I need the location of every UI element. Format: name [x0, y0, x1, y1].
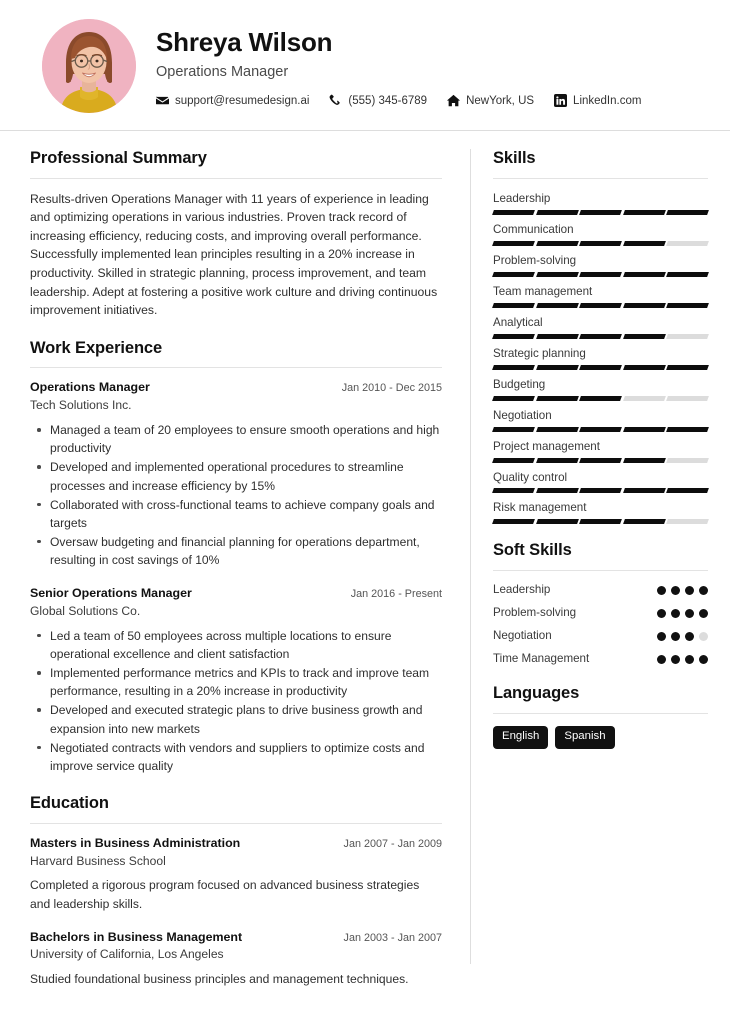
contact-email[interactable]: [156, 94, 309, 107]
list-item: Negotiated contracts with vendors and suppliers to optimize costs and improve service quality: [30, 739, 442, 775]
language-tag: Spanish: [555, 726, 614, 749]
list-item: Managed a team of 20 employees to ensure smooth operations and high productivity: [30, 421, 442, 457]
rating-dot: [657, 586, 666, 595]
skill-name: Project management: [493, 439, 600, 453]
soft-skill-item: [493, 605, 708, 622]
skill-level-bar: [493, 458, 708, 463]
list-item: Collaborated with cross-functional teams to achieve company goals and targets: [30, 496, 442, 532]
skill-name: Risk management: [493, 501, 587, 515]
section-divider: [30, 178, 442, 179]
skill-segment: [536, 519, 578, 524]
skill-segment: [623, 396, 665, 401]
skill-segment: [492, 272, 534, 277]
rating-dot: [671, 632, 680, 641]
experience-dates: Jan 2016 - Present: [350, 588, 442, 601]
skill-name: Communication: [493, 222, 574, 236]
soft-skill-rating: [657, 651, 708, 664]
section-work-experience: [30, 339, 442, 775]
main-column: [0, 131, 470, 1024]
section-education: [30, 794, 442, 989]
skill-item: [493, 438, 708, 463]
skill-segment: [579, 241, 621, 246]
skill-level-bar: [493, 365, 708, 370]
skill-segment: [492, 519, 534, 524]
skill-segment: [579, 458, 621, 463]
education-description: Studied foundational business principles and management techniques.: [30, 972, 409, 987]
page-title: Shreya Wilson: [156, 26, 333, 57]
list-item: Implemented performance metrics and KPIs to track and improve team performance, resulting in a 20% increase in productivity: [30, 664, 442, 700]
skill-segment: [666, 458, 708, 463]
resume-body: [0, 131, 730, 1024]
skill-segment: [492, 365, 534, 370]
skill-segment: [666, 303, 708, 308]
experience-dates: Jan 2010 - Dec 2015: [341, 382, 442, 395]
soft-skill-rating: [657, 582, 708, 595]
skill-segment: [666, 488, 708, 493]
soft-skill-name: Problem-solving: [493, 606, 577, 620]
rating-dot: [699, 609, 708, 618]
skills-list: [493, 190, 708, 525]
skill-segment: [536, 488, 578, 493]
skill-level-bar: [493, 241, 708, 246]
contact-email-text: support@resumedesign.ai: [175, 94, 310, 107]
section-title-summary: Professional Summary: [30, 149, 207, 167]
skill-item: [493, 252, 708, 277]
skill-segment: [492, 210, 534, 215]
section-title-experience: Work Experience: [30, 338, 163, 357]
rating-dot: [685, 586, 694, 595]
skill-segment: [623, 458, 665, 463]
soft-skill-rating: [657, 605, 708, 618]
skill-segment: [666, 519, 708, 524]
skill-segment: [623, 427, 665, 432]
experience-entry: [30, 379, 442, 569]
skill-segment: [536, 241, 578, 246]
skill-segment: [579, 396, 621, 401]
job-title: Operations Manager: [156, 64, 289, 81]
header-text: [156, 25, 706, 107]
soft-skill-item: [493, 651, 708, 668]
contact-phone[interactable]: [329, 94, 427, 107]
section-languages: [493, 684, 708, 748]
skill-segment: [536, 334, 578, 339]
skill-segment: [536, 272, 578, 277]
contact-location[interactable]: [447, 94, 534, 107]
skill-level-bar: [493, 427, 708, 432]
section-divider: [493, 178, 708, 179]
rating-dot: [671, 609, 680, 618]
skill-segment: [579, 334, 621, 339]
skill-segment: [666, 365, 708, 370]
sidebar-column: [471, 131, 730, 1024]
skill-level-bar: [493, 210, 708, 215]
soft-skill-rating: [657, 628, 708, 641]
skill-segment: [666, 210, 708, 215]
skill-segment: [579, 303, 621, 308]
soft-skill-name: Negotiation: [493, 628, 552, 642]
experience-company: Tech Solutions Inc.: [30, 398, 132, 413]
education-entry: [30, 835, 442, 913]
soft-skills-list: [493, 582, 708, 667]
skill-name: Quality control: [493, 470, 568, 484]
skill-name: Negotiation: [493, 408, 552, 422]
skill-level-bar: [493, 272, 708, 277]
skill-segment: [536, 365, 578, 370]
skill-item: [493, 499, 708, 524]
skill-name: Analytical: [493, 315, 543, 329]
education-degree: Masters in Business Administration: [30, 835, 241, 850]
rating-dot: [685, 655, 694, 664]
section-professional-summary: [30, 149, 442, 320]
skill-segment: [492, 334, 534, 339]
list-item: Led a team of 50 employees across multiple locations to ensure operational excellence and client satisfaction: [30, 627, 442, 663]
skill-segment: [492, 427, 534, 432]
email-icon: [156, 94, 169, 107]
education-entry-head: [30, 835, 442, 852]
skill-level-bar: [493, 488, 708, 493]
section-divider: [493, 713, 708, 714]
soft-skill-name: Leadership: [493, 583, 551, 597]
skill-name: Budgeting: [493, 377, 546, 391]
section-divider: [30, 823, 442, 824]
language-tag: English: [493, 726, 548, 749]
skill-segment: [579, 488, 621, 493]
skill-item: [493, 283, 708, 308]
skill-level-bar: [493, 519, 708, 524]
section-title-languages: Languages: [493, 684, 580, 703]
contact-location-text: NewYork, US: [466, 94, 535, 107]
rating-dot: [657, 655, 666, 664]
experience-entry-head: [30, 379, 442, 396]
skill-segment: [579, 365, 621, 370]
experience-bullets: [30, 421, 442, 569]
rating-dot: [657, 632, 666, 641]
skill-name: Problem-solving: [493, 253, 577, 267]
list-item: Developed and executed strategic plans to drive business growth and expansion into new markets: [30, 701, 442, 737]
skill-level-bar: [493, 334, 708, 339]
skill-segment: [623, 303, 665, 308]
skill-level-bar: [493, 303, 708, 308]
skill-item: [493, 190, 708, 215]
skill-segment: [579, 519, 621, 524]
education-school: Harvard Business School: [30, 853, 166, 868]
skill-segment: [492, 241, 534, 246]
skill-name: Leadership: [493, 191, 551, 205]
skill-segment: [536, 210, 578, 215]
rating-dot: [699, 632, 708, 641]
section-soft-skills: [493, 541, 708, 667]
skill-segment: [623, 519, 665, 524]
rating-dot: [699, 586, 708, 595]
experience-entry-head: [30, 585, 442, 602]
soft-skill-item: [493, 628, 708, 645]
skill-name: Team management: [493, 284, 593, 298]
education-school: University of California, Los Angeles: [30, 947, 224, 962]
rating-dot: [699, 655, 708, 664]
experience-bullets: [30, 627, 442, 775]
skill-item: [493, 221, 708, 246]
skill-segment: [492, 458, 534, 463]
rating-dot: [685, 609, 694, 618]
skill-segment: [666, 241, 708, 246]
skill-item: [493, 345, 708, 370]
skill-segment: [536, 458, 578, 463]
skill-item: [493, 376, 708, 401]
skill-segment: [666, 427, 708, 432]
contact-linkedin-text: LinkedIn.com: [573, 94, 642, 107]
skill-item: [493, 314, 708, 339]
section-title-soft-skills: Soft Skills: [493, 541, 572, 560]
experience-entry: [30, 585, 442, 775]
contact-row: [156, 94, 706, 107]
section-title-education: Education: [30, 793, 109, 812]
skill-segment: [623, 241, 665, 246]
education-dates: Jan 2007 - Jan 2009: [343, 837, 442, 850]
linkedin-icon: [554, 94, 567, 107]
section-skills: [493, 149, 708, 524]
rating-dot: [657, 609, 666, 618]
skill-name: Strategic planning: [493, 346, 586, 360]
list-item: Oversaw budgeting and financial planning for operations department, resulting in cost savings of 10%: [30, 533, 442, 569]
skill-segment: [623, 334, 665, 339]
section-divider: [30, 367, 442, 368]
resume-header: [0, 0, 730, 131]
skill-segment: [492, 488, 534, 493]
education-description: Completed a rigorous program focused on advanced business strategies and leadership skills.: [30, 878, 420, 911]
education-dates: Jan 2003 - Jan 2007: [343, 931, 442, 944]
skill-item: [493, 469, 708, 494]
contact-phone-text: (555) 345-6789: [348, 94, 428, 107]
rating-dot: [671, 586, 680, 595]
skill-segment: [536, 427, 578, 432]
list-item: Developed and implemented operational procedures to streamline processes and increase efficiency by 15%: [30, 458, 442, 494]
phone-icon: [329, 94, 342, 107]
skill-segment: [666, 272, 708, 277]
skill-segment: [536, 396, 578, 401]
home-icon: [447, 94, 460, 107]
skill-segment: [623, 272, 665, 277]
experience-role: Senior Operations Manager: [30, 586, 192, 601]
avatar: [42, 19, 136, 113]
skill-segment: [579, 210, 621, 215]
section-divider: [493, 570, 708, 571]
experience-company: Global Solutions Co.: [30, 603, 141, 618]
skill-item: [493, 407, 708, 432]
skill-segment: [536, 303, 578, 308]
skill-segment: [579, 427, 621, 432]
skill-segment: [623, 488, 665, 493]
section-title-skills: Skills: [493, 149, 536, 167]
skill-level-bar: [493, 396, 708, 401]
skill-segment: [666, 334, 708, 339]
skill-segment: [666, 396, 708, 401]
summary-text: Results-driven Operations Manager with 11 years of experience in leading and optimizing operations in various industries. Proven track record of increasing efficiency, reducing costs, and improving overall performance. Successfully implemented lean principles resulting in a 20% increase in productivity. Skilled in strategic planning, process improvement, and team leadership. Adept at fostering a positive work culture and driving continuous improvement initiatives.: [30, 191, 438, 318]
skill-segment: [492, 303, 534, 308]
contact-linkedin[interactable]: [554, 94, 641, 107]
soft-skill-item: [493, 582, 708, 599]
soft-skill-name: Time Management: [493, 651, 590, 665]
education-entry: [30, 929, 442, 989]
education-degree: Bachelors in Business Management: [30, 929, 243, 944]
skill-segment: [623, 365, 665, 370]
experience-role: Operations Manager: [30, 380, 150, 395]
skill-segment: [623, 210, 665, 215]
rating-dot: [685, 632, 694, 641]
skill-segment: [492, 396, 534, 401]
languages-list: [493, 725, 708, 749]
skill-segment: [579, 272, 621, 277]
rating-dot: [671, 655, 680, 664]
education-entry-head: [30, 929, 442, 946]
